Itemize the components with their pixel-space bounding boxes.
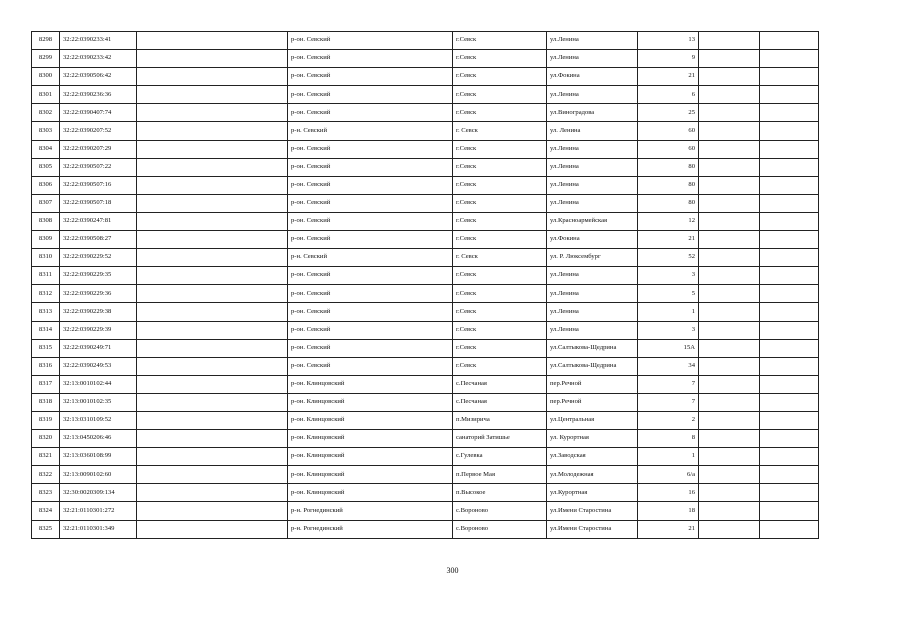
extra-col-1-cell (699, 104, 760, 122)
extra-col-2-cell (760, 50, 819, 68)
street-cell: ул.Фокина (547, 68, 638, 86)
house-number-cell: 21 (638, 231, 699, 249)
empty-col-cell (137, 176, 288, 194)
settlement-cell: п.Мизирича (453, 411, 547, 429)
table-row (32, 339, 819, 357)
settlement-cell: г.Севск (453, 285, 547, 303)
table-row (32, 466, 819, 484)
cadastral-number-cell: 32:13:0360108:99 (60, 448, 137, 466)
district-cell: р-он. Севский (288, 321, 453, 339)
table-row (32, 430, 819, 448)
table-row (32, 393, 819, 411)
district-cell: р-н. Севский (288, 249, 453, 267)
page-number: 300 (446, 566, 459, 575)
settlement-cell: г.Севск (453, 339, 547, 357)
row-number-cell: 8310 (32, 249, 60, 267)
district-cell: р-он. Севский (288, 357, 453, 375)
house-number-cell: 21 (638, 68, 699, 86)
district-cell: р-он. Севский (288, 140, 453, 158)
table-row (32, 520, 819, 538)
table-row (32, 212, 819, 230)
house-number-cell: 9 (638, 50, 699, 68)
row-number-cell: 8320 (32, 430, 60, 448)
extra-col-1-cell (699, 68, 760, 86)
house-number-cell: 34 (638, 357, 699, 375)
table-row (32, 32, 819, 50)
street-cell: ул.Заводская (547, 448, 638, 466)
empty-col-cell (137, 466, 288, 484)
table-row (32, 194, 819, 212)
empty-col-cell (137, 448, 288, 466)
cadastral-number-cell: 32:22:0390207:52 (60, 122, 137, 140)
settlement-cell: г.Севск (453, 321, 547, 339)
extra-col-1-cell (699, 140, 760, 158)
empty-col-cell (137, 393, 288, 411)
extra-col-1-cell (699, 176, 760, 194)
row-number-cell: 8305 (32, 158, 60, 176)
extra-col-2-cell (760, 520, 819, 538)
house-number-cell: 7 (638, 393, 699, 411)
house-number-cell: 16 (638, 484, 699, 502)
district-cell: р-он. Клинцовский (288, 466, 453, 484)
house-number-cell: 2 (638, 411, 699, 429)
street-cell: ул.Курортная (547, 484, 638, 502)
cadastral-number-cell: 32:13:0010102:44 (60, 375, 137, 393)
house-number-cell: 8 (638, 430, 699, 448)
cadastral-number-cell: 32:22:0390236:36 (60, 86, 137, 104)
extra-col-1-cell (699, 484, 760, 502)
cadastral-number-cell: 32:22:0390229:35 (60, 267, 137, 285)
street-cell: пер.Речной (547, 375, 638, 393)
street-cell: ул.Ленина (547, 140, 638, 158)
district-cell: р-н. Севский (288, 122, 453, 140)
row-number-cell: 8302 (32, 104, 60, 122)
district-cell: р-он. Севский (288, 303, 453, 321)
street-cell: ул.Центральная (547, 411, 638, 429)
house-number-cell: 1 (638, 303, 699, 321)
empty-col-cell (137, 502, 288, 520)
row-number-cell: 8322 (32, 466, 60, 484)
empty-col-cell (137, 194, 288, 212)
row-number-cell: 8323 (32, 484, 60, 502)
house-number-cell: 13 (638, 32, 699, 50)
extra-col-1-cell (699, 448, 760, 466)
extra-col-2-cell (760, 212, 819, 230)
row-number-cell: 8301 (32, 86, 60, 104)
empty-col-cell (137, 430, 288, 448)
empty-col-cell (137, 411, 288, 429)
extra-col-1-cell (699, 375, 760, 393)
settlement-cell: г.Севск (453, 86, 547, 104)
empty-col-cell (137, 86, 288, 104)
settlement-cell: г. Севск (453, 249, 547, 267)
district-cell: р-он. Севский (288, 194, 453, 212)
table-row (32, 502, 819, 520)
extra-col-2-cell (760, 393, 819, 411)
street-cell: ул.Салтыкова-Щедрина (547, 357, 638, 375)
district-cell: р-он. Клинцовский (288, 393, 453, 411)
table-row (32, 104, 819, 122)
district-cell: р-он. Севский (288, 267, 453, 285)
table-row (32, 321, 819, 339)
row-number-cell: 8308 (32, 212, 60, 230)
extra-col-1-cell (699, 122, 760, 140)
empty-col-cell (137, 357, 288, 375)
settlement-cell: п.Первое Мая (453, 466, 547, 484)
extra-col-1-cell (699, 520, 760, 538)
row-number-cell: 8311 (32, 267, 60, 285)
district-cell: р-он. Севский (288, 176, 453, 194)
street-cell: ул.Ленина (547, 158, 638, 176)
settlement-cell: г.Севск (453, 194, 547, 212)
extra-col-2-cell (760, 249, 819, 267)
cadastral-number-cell: 32:22:0390507:22 (60, 158, 137, 176)
street-cell: ул. Р. Люксембург (547, 249, 638, 267)
house-number-cell: 80 (638, 194, 699, 212)
extra-col-2-cell (760, 466, 819, 484)
street-cell: ул.Ленина (547, 32, 638, 50)
extra-col-2-cell (760, 303, 819, 321)
street-cell: ул.Салтыкова-Щедрина (547, 339, 638, 357)
row-number-cell: 8321 (32, 448, 60, 466)
empty-col-cell (137, 303, 288, 321)
row-number-cell: 8312 (32, 285, 60, 303)
extra-col-2-cell (760, 140, 819, 158)
settlement-cell: г.Севск (453, 158, 547, 176)
house-number-cell: 80 (638, 176, 699, 194)
street-cell: ул.Имени Старостина (547, 502, 638, 520)
district-cell: р-он. Клинцовский (288, 375, 453, 393)
cadastral-number-cell: 32:22:0390229:52 (60, 249, 137, 267)
extra-col-1-cell (699, 411, 760, 429)
street-cell: ул.Ленина (547, 50, 638, 68)
table-row (32, 249, 819, 267)
street-cell: ул.Ленина (547, 194, 638, 212)
table-row (32, 411, 819, 429)
cadastral-number-cell: 32:22:0390249:53 (60, 357, 137, 375)
extra-col-2-cell (760, 484, 819, 502)
settlement-cell: с.Вороново (453, 520, 547, 538)
extra-col-1-cell (699, 50, 760, 68)
street-cell: ул.Ленина (547, 303, 638, 321)
street-cell: ул.Виноградова (547, 104, 638, 122)
settlement-cell: г.Севск (453, 267, 547, 285)
extra-col-2-cell (760, 285, 819, 303)
empty-col-cell (137, 249, 288, 267)
empty-col-cell (137, 104, 288, 122)
extra-col-1-cell (699, 194, 760, 212)
registry-table (31, 31, 819, 539)
district-cell: р-он. Севский (288, 231, 453, 249)
row-number-cell: 8299 (32, 50, 60, 68)
house-number-cell: 80 (638, 158, 699, 176)
house-number-cell: 6 (638, 86, 699, 104)
empty-col-cell (137, 484, 288, 502)
house-number-cell: 21 (638, 520, 699, 538)
settlement-cell: г.Севск (453, 357, 547, 375)
settlement-cell: с.Песчаная (453, 393, 547, 411)
street-cell: ул.Имени Старостина (547, 520, 638, 538)
extra-col-2-cell (760, 375, 819, 393)
row-number-cell: 8314 (32, 321, 60, 339)
extra-col-1-cell (699, 303, 760, 321)
settlement-cell: г.Севск (453, 212, 547, 230)
empty-col-cell (137, 321, 288, 339)
extra-col-1-cell (699, 321, 760, 339)
settlement-cell: санаторий Затишье (453, 430, 547, 448)
cadastral-number-cell: 32:21:0110301:272 (60, 502, 137, 520)
row-number-cell: 8306 (32, 176, 60, 194)
row-number-cell: 8319 (32, 411, 60, 429)
empty-col-cell (137, 140, 288, 158)
settlement-cell: с.Песчаная (453, 375, 547, 393)
cadastral-number-cell: 32:22:0390207:29 (60, 140, 137, 158)
extra-col-1-cell (699, 466, 760, 484)
extra-col-1-cell (699, 231, 760, 249)
street-cell: ул.Ленина (547, 321, 638, 339)
row-number-cell: 8317 (32, 375, 60, 393)
extra-col-1-cell (699, 393, 760, 411)
cadastral-number-cell: 32:22:0390507:18 (60, 194, 137, 212)
extra-col-2-cell (760, 321, 819, 339)
settlement-cell: г.Севск (453, 104, 547, 122)
row-number-cell: 8313 (32, 303, 60, 321)
table-row (32, 158, 819, 176)
row-number-cell: 8315 (32, 339, 60, 357)
empty-col-cell (137, 231, 288, 249)
row-number-cell: 8318 (32, 393, 60, 411)
street-cell: ул.Ленина (547, 267, 638, 285)
cadastral-number-cell: 32:22:0390229:36 (60, 285, 137, 303)
street-cell: ул. Курортная (547, 430, 638, 448)
table-row (32, 285, 819, 303)
row-number-cell: 8316 (32, 357, 60, 375)
cadastral-number-cell: 32:13:0310109:52 (60, 411, 137, 429)
cadastral-number-cell: 32:22:0390249:71 (60, 339, 137, 357)
extra-col-1-cell (699, 430, 760, 448)
settlement-cell: г.Севск (453, 231, 547, 249)
street-cell: ул.Красноармейская (547, 212, 638, 230)
table-row (32, 231, 819, 249)
settlement-cell: г.Севск (453, 176, 547, 194)
empty-col-cell (137, 339, 288, 357)
extra-col-2-cell (760, 176, 819, 194)
row-number-cell: 8325 (32, 520, 60, 538)
extra-col-1-cell (699, 86, 760, 104)
extra-col-2-cell (760, 122, 819, 140)
settlement-cell: г.Севск (453, 32, 547, 50)
row-number-cell: 8300 (32, 68, 60, 86)
street-cell: ул. Ленина (547, 122, 638, 140)
house-number-cell: 1 (638, 448, 699, 466)
district-cell: р-он. Клинцовский (288, 430, 453, 448)
table-row (32, 176, 819, 194)
row-number-cell: 8303 (32, 122, 60, 140)
house-number-cell: 15А (638, 339, 699, 357)
district-cell: р-он. Севский (288, 86, 453, 104)
table-row (32, 267, 819, 285)
row-number-cell: 8309 (32, 231, 60, 249)
district-cell: р-он. Клинцовский (288, 484, 453, 502)
extra-col-2-cell (760, 194, 819, 212)
table-row (32, 484, 819, 502)
extra-col-1-cell (699, 32, 760, 50)
house-number-cell: 7 (638, 375, 699, 393)
cadastral-number-cell: 32:22:0390229:39 (60, 321, 137, 339)
empty-col-cell (137, 285, 288, 303)
cadastral-number-cell: 32:22:0390233:41 (60, 32, 137, 50)
empty-col-cell (137, 68, 288, 86)
cadastral-number-cell: 32:21:0110301:349 (60, 520, 137, 538)
cadastral-number-cell: 32:22:0390233:42 (60, 50, 137, 68)
house-number-cell: 3 (638, 267, 699, 285)
empty-col-cell (137, 32, 288, 50)
settlement-cell: г.Севск (453, 50, 547, 68)
street-cell: ул.Фокина (547, 231, 638, 249)
extra-col-1-cell (699, 285, 760, 303)
district-cell: р-он. Севский (288, 68, 453, 86)
extra-col-2-cell (760, 430, 819, 448)
cadastral-number-cell: 32:13:0010102:35 (60, 393, 137, 411)
house-number-cell: 60 (638, 122, 699, 140)
house-number-cell: 60 (638, 140, 699, 158)
house-number-cell: 6/a (638, 466, 699, 484)
house-number-cell: 52 (638, 249, 699, 267)
table-row (32, 122, 819, 140)
settlement-cell: п.Высокое (453, 484, 547, 502)
settlement-cell: г.Севск (453, 140, 547, 158)
house-number-cell: 18 (638, 502, 699, 520)
extra-col-2-cell (760, 411, 819, 429)
cadastral-number-cell: 32:22:0390508:27 (60, 231, 137, 249)
district-cell: р-он. Севский (288, 32, 453, 50)
district-cell: р-он. Севский (288, 212, 453, 230)
settlement-cell: с.Вороново (453, 502, 547, 520)
extra-col-2-cell (760, 68, 819, 86)
cadastral-number-cell: 32:22:0390247:81 (60, 212, 137, 230)
extra-col-2-cell (760, 86, 819, 104)
settlement-cell: г.Севск (453, 303, 547, 321)
district-cell: р-н. Рогнединский (288, 520, 453, 538)
cadastral-number-cell: 32:30:0020309:134 (60, 484, 137, 502)
empty-col-cell (137, 158, 288, 176)
row-number-cell: 8324 (32, 502, 60, 520)
cadastral-number-cell: 32:22:0390229:38 (60, 303, 137, 321)
table-row (32, 303, 819, 321)
district-cell: р-он. Севский (288, 104, 453, 122)
extra-col-2-cell (760, 158, 819, 176)
district-cell: р-он. Севский (288, 339, 453, 357)
district-cell: р-он. Севский (288, 285, 453, 303)
district-cell: р-он. Севский (288, 158, 453, 176)
district-cell: р-он. Клинцовский (288, 448, 453, 466)
table-row (32, 68, 819, 86)
empty-col-cell (137, 375, 288, 393)
row-number-cell: 8304 (32, 140, 60, 158)
street-cell: ул.Ленина (547, 285, 638, 303)
house-number-cell: 3 (638, 321, 699, 339)
empty-col-cell (137, 212, 288, 230)
extra-col-1-cell (699, 158, 760, 176)
empty-col-cell (137, 267, 288, 285)
empty-col-cell (137, 122, 288, 140)
extra-col-2-cell (760, 502, 819, 520)
district-cell: р-он. Севский (288, 50, 453, 68)
cadastral-number-cell: 32:13:0450206:46 (60, 430, 137, 448)
street-cell: пер.Речной (547, 393, 638, 411)
table-row (32, 448, 819, 466)
cadastral-number-cell: 32:22:0390407:74 (60, 104, 137, 122)
extra-col-2-cell (760, 104, 819, 122)
extra-col-1-cell (699, 357, 760, 375)
house-number-cell: 12 (638, 212, 699, 230)
extra-col-1-cell (699, 267, 760, 285)
empty-col-cell (137, 50, 288, 68)
extra-col-1-cell (699, 502, 760, 520)
table-row (32, 140, 819, 158)
extra-col-1-cell (699, 249, 760, 267)
extra-col-1-cell (699, 212, 760, 230)
extra-col-2-cell (760, 231, 819, 249)
district-cell: р-н. Рогнединский (288, 502, 453, 520)
settlement-cell: г. Севск (453, 122, 547, 140)
extra-col-2-cell (760, 357, 819, 375)
table-row (32, 357, 819, 375)
street-cell: ул.Молодежная (547, 466, 638, 484)
table-row (32, 375, 819, 393)
street-cell: ул.Ленина (547, 86, 638, 104)
extra-col-2-cell (760, 339, 819, 357)
street-cell: ул.Ленина (547, 176, 638, 194)
house-number-cell: 5 (638, 285, 699, 303)
cadastral-number-cell: 32:13:0090102:60 (60, 466, 137, 484)
extra-col-1-cell (699, 339, 760, 357)
settlement-cell: с.Гулевка (453, 448, 547, 466)
row-number-cell: 8307 (32, 194, 60, 212)
house-number-cell: 25 (638, 104, 699, 122)
district-cell: р-он. Клинцовский (288, 411, 453, 429)
extra-col-2-cell (760, 32, 819, 50)
table-body (32, 32, 819, 539)
empty-col-cell (137, 520, 288, 538)
cadastral-number-cell: 32:22:0390507:16 (60, 176, 137, 194)
table-row (32, 86, 819, 104)
extra-col-2-cell (760, 267, 819, 285)
extra-col-2-cell (760, 448, 819, 466)
table-row (32, 50, 819, 68)
row-number-cell: 8298 (32, 32, 60, 50)
settlement-cell: г.Севск (453, 68, 547, 86)
cadastral-number-cell: 32:22:0390506:42 (60, 68, 137, 86)
